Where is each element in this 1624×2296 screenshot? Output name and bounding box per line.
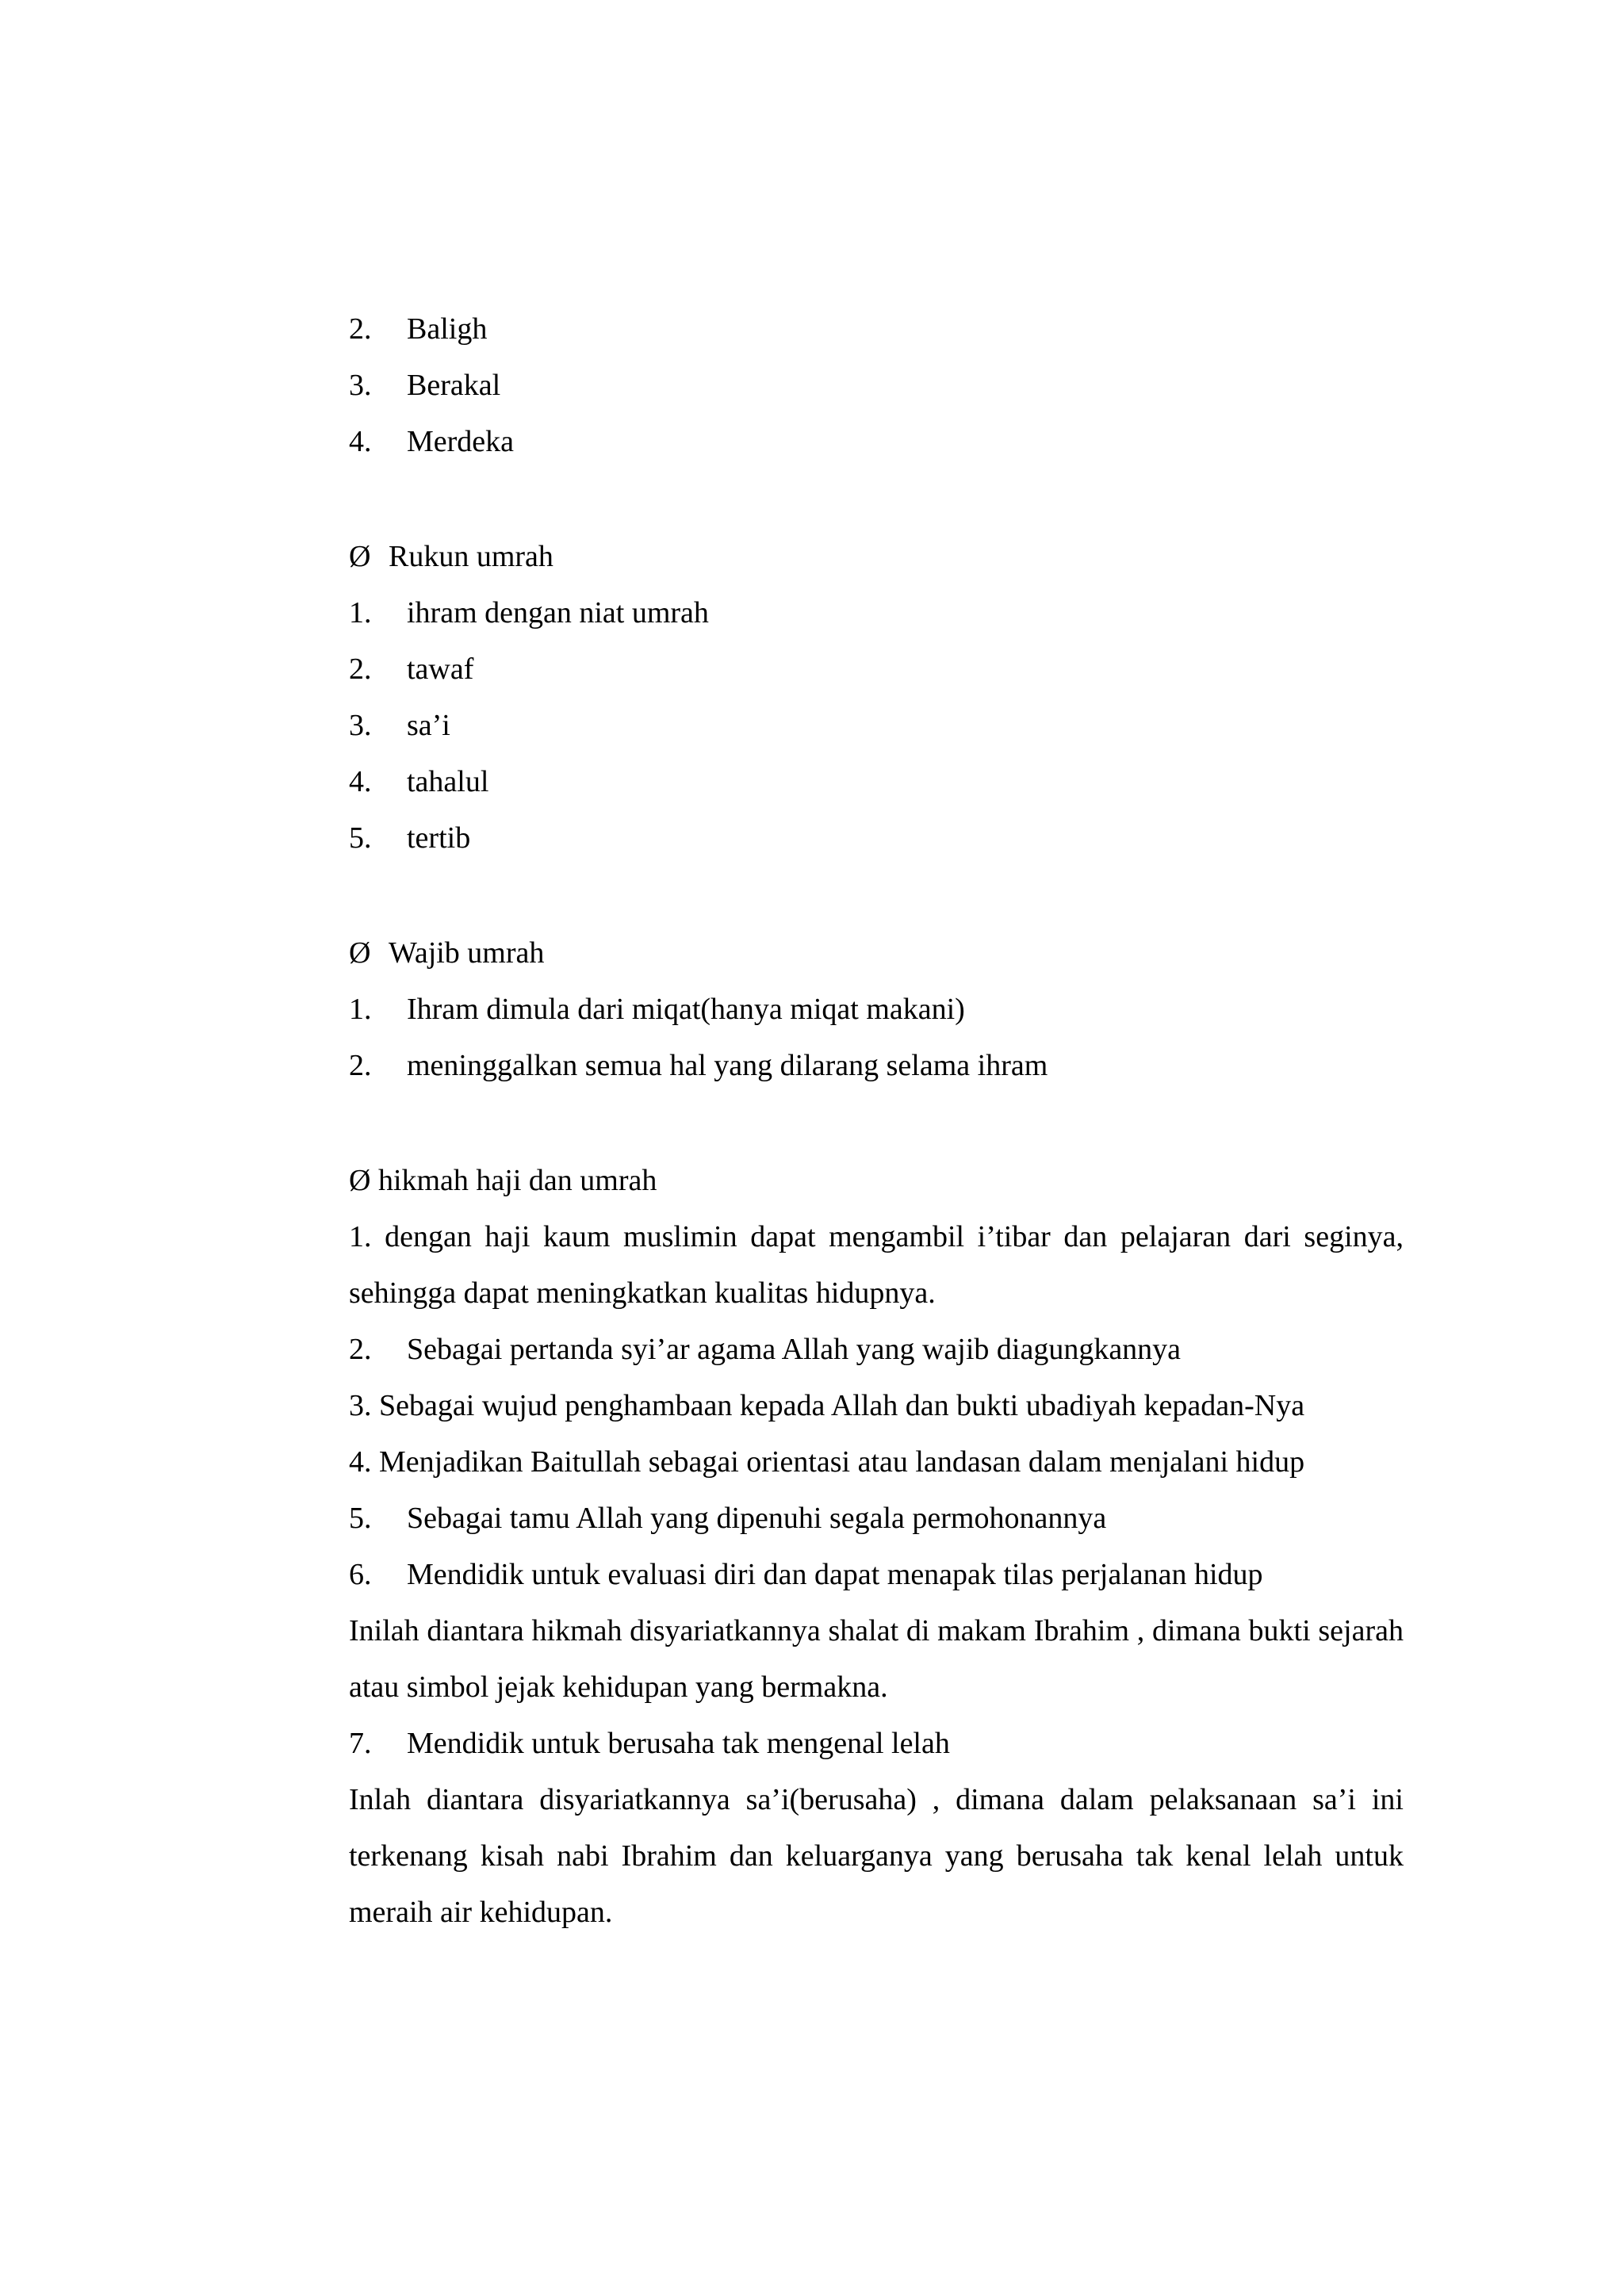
list-text: ihram dengan niat umrah [407,596,709,629]
list-text: Berakal [407,369,501,402]
document-page [349,301,1404,1941]
list-item [349,1322,1404,1378]
list-text: Mendidik untuk evaluasi diri dan dapat menapak tilas perjalanan hidup [407,1558,1263,1591]
list-number: 1. [349,993,372,1026]
hikmah-item-3: 3. Sebagai wujud penghambaan kepada Allah dan bukti ubadiyah kepadan-Nya [349,1389,1305,1422]
list-number: 2. [349,1049,372,1082]
section-gap [349,470,1404,529]
bullet-icon: Ø [349,540,371,573]
paragraph-sai: Inlah diantara disyariatkannya sa’i(berusaha) , dimana dalam pelaksanaan sa’i ini terkenang kisah nabi Ibrahim dan keluarganya yang berusaha tak kenal lelah untuk meraih air kehidupan. [349,1783,1404,1929]
list-number: 6. [349,1558,372,1591]
list-item [349,414,1404,470]
rukun-heading [349,529,1404,585]
top-list [349,301,1404,470]
list-text: Sebagai pertanda syi’ar agama Allah yang wajib diagungkannya [407,1333,1182,1366]
paragraph-makam-ibrahim: Inilah diantara hikmah disyariatkannya shalat di makam Ibrahim , dimana bukti sejarah atau simbol jejak kehidupan yang bermakna. [349,1614,1404,1704]
list-item [349,1038,1404,1094]
list-number: 4. [349,425,372,458]
hikmah-item-1: 1. dengan haji kaum muslimin dapat mengambil i’tibar dan pelajaran dari seginya, sehingga dapat meningkatkan kualitas hidupnya. [349,1220,1404,1310]
list-text: Merdeka [407,425,515,458]
list-text: tahalul [407,765,489,798]
rukun-section [349,529,1404,867]
bullet-icon: Ø [349,936,371,970]
wajib-heading [349,925,1404,982]
list-item [349,301,1404,358]
list-item [349,641,1404,698]
list-item [349,1547,1404,1603]
list-number: 3. [349,709,372,742]
list-item [349,1716,1404,1772]
list-item [349,982,1404,1038]
list-text: Ihram dimula dari miqat(hanya miqat makani) [407,993,965,1026]
wajib-section [349,925,1404,1094]
list-item [349,698,1404,754]
heading-text: Wajib umrah [389,936,545,970]
hikmah-heading: Ø hikmah haji dan umrah [349,1164,657,1197]
list-number: 2. [349,312,372,346]
list-text: sa’i [407,709,450,742]
list-number: 1. [349,596,372,629]
section-gap [349,1094,1404,1153]
list-item [349,810,1404,867]
list-number: 3. [349,369,372,402]
list-item [349,358,1404,414]
list-item [349,754,1404,810]
list-number: 4. [349,765,372,798]
list-text: tertib [407,821,471,855]
list-text: Sebagai tamu Allah yang dipenuhi segala permohonannya [407,1502,1107,1535]
hikmah-item-4: 4. Menjadikan Baitullah sebagai orientasi atau landasan dalam menjalani hidup [349,1445,1305,1479]
list-item [349,585,1404,641]
list-number: 5. [349,821,372,855]
list-number: 7. [349,1727,372,1760]
list-number: 2. [349,1333,372,1366]
hikmah-section [349,1153,1404,1941]
list-text: meninggalkan semua hal yang dilarang selama ihram [407,1049,1048,1082]
heading-text: Rukun umrah [389,540,553,573]
list-text: Mendidik untuk berusaha tak mengenal lelah [407,1727,950,1760]
section-gap [349,867,1404,925]
list-item [349,1490,1404,1547]
list-number: 5. [349,1502,372,1535]
list-text: Baligh [407,312,488,346]
list-number: 2. [349,652,372,686]
list-text: tawaf [407,652,474,686]
